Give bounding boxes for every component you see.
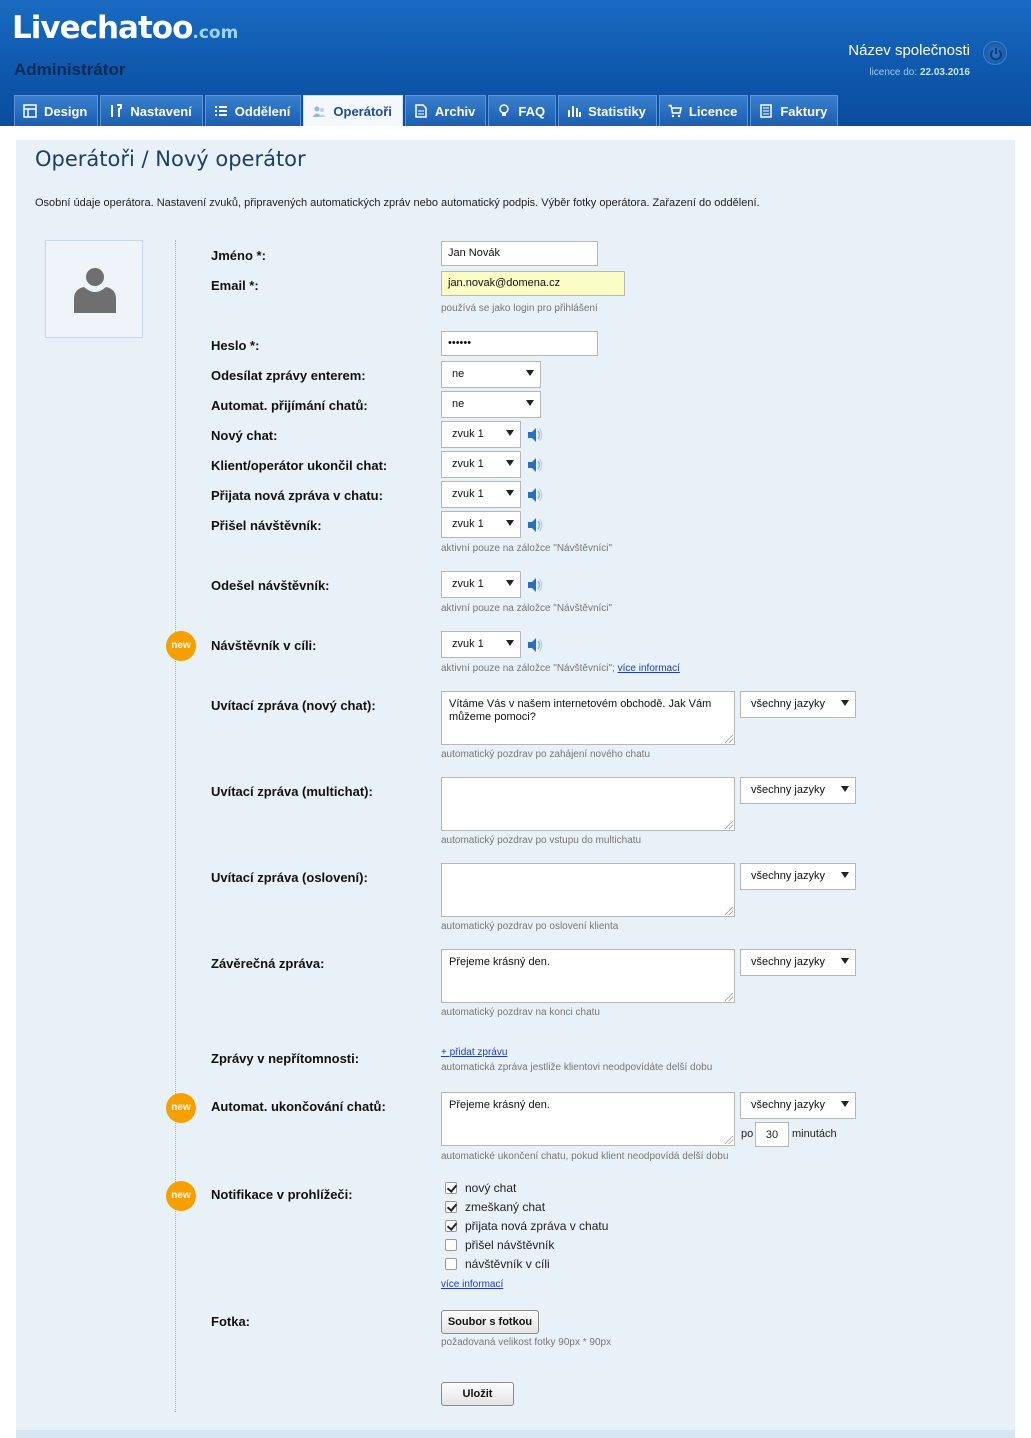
power-icon[interactable] bbox=[983, 41, 1007, 65]
welcome-new-lang-select[interactable]: všechny jazyky bbox=[740, 691, 856, 718]
chevron-down-icon bbox=[841, 872, 849, 878]
welcome-multi-textarea[interactable] bbox=[441, 777, 735, 831]
main-nav bbox=[14, 95, 840, 126]
visitor-came-label: Přišel návštěvník: bbox=[211, 518, 322, 533]
closing-lang-select[interactable]: všechny jazyky bbox=[740, 949, 856, 976]
tab-archiv[interactable]: Archiv bbox=[405, 95, 486, 126]
checkbox[interactable] bbox=[445, 1220, 457, 1232]
invoice-icon bbox=[759, 104, 773, 118]
checkbox[interactable] bbox=[445, 1239, 457, 1251]
notification-option[interactable]: přijata nová zpráva v chatu bbox=[445, 1219, 608, 1233]
add-message-link-wrap bbox=[441, 1047, 507, 1058]
chevron-down-icon bbox=[506, 460, 514, 466]
auto-accept-select[interactable]: ne bbox=[441, 391, 541, 418]
chat-ended-sound-select[interactable]: zvuk 1 bbox=[441, 451, 521, 478]
visitor-goal-sound-select[interactable]: zvuk 1 bbox=[441, 631, 521, 658]
speaker-icon[interactable] bbox=[527, 457, 543, 473]
panel-footer-strip bbox=[16, 1430, 1015, 1438]
visitor-left-hint: aktivní pouze na záložce "Návštěvníci" bbox=[441, 603, 613, 614]
resize-handle-icon[interactable] bbox=[725, 821, 733, 829]
email-input[interactable]: jan.novak@domena.cz bbox=[441, 271, 625, 296]
welcome-address-label: Uvítací zpráva (oslovení): bbox=[211, 870, 368, 885]
tab-nastaveni[interactable]: Nastavení bbox=[100, 95, 202, 126]
new-badge: new bbox=[166, 1181, 196, 1211]
visitor-came-hint: aktivní pouze na záložce "Návštěvníci" bbox=[441, 543, 613, 554]
tab-statistiky[interactable]: Statistiky bbox=[558, 95, 657, 126]
visitor-goal-hint: aktivní pouze na záložce "Návštěvníci"; více informací bbox=[441, 663, 680, 674]
user-silhouette-icon bbox=[72, 265, 118, 315]
photo-hint: požadovaná velikost fotky 90px * 90px bbox=[441, 1337, 612, 1348]
notifications-label: Notifikace v prohlížeči: bbox=[211, 1187, 353, 1202]
chevron-down-icon bbox=[526, 370, 534, 376]
tab-oddeleni[interactable]: Oddělení bbox=[205, 95, 302, 126]
email-hint: používá se jako login pro přihlášení bbox=[441, 303, 598, 314]
header bbox=[0, 0, 1031, 126]
resize-handle-icon[interactable] bbox=[725, 1136, 733, 1144]
email-label: Email *: bbox=[211, 278, 259, 293]
tools-icon bbox=[109, 104, 123, 118]
name-input[interactable]: Jan Novák bbox=[441, 241, 598, 266]
bar-chart-icon bbox=[567, 104, 581, 118]
closing-label: Závěrečná zpráva: bbox=[211, 956, 325, 971]
welcome-address-hint: automatický pozdrav po oslovení klienta bbox=[441, 921, 619, 932]
welcome-multi-label: Uvítací zpráva (multichat): bbox=[211, 784, 373, 799]
more-info-link[interactable]: více informací bbox=[617, 663, 680, 674]
photo-label: Fotka: bbox=[211, 1314, 250, 1329]
page-intro: Osobní údaje operátora. Nastavení zvuků, připravených automatických zpráv nebo automatický podpis. Výběr fotky operátora. Zařazení do oddělení. bbox=[35, 197, 760, 209]
avatar bbox=[45, 240, 143, 338]
save-button[interactable]: Uložit bbox=[441, 1382, 514, 1406]
chat-ended-label: Klient/operátor ukončil chat: bbox=[211, 458, 388, 473]
checkbox[interactable] bbox=[445, 1258, 457, 1270]
password-input[interactable]: •••••• bbox=[441, 331, 598, 356]
resize-handle-icon[interactable] bbox=[725, 907, 733, 915]
chevron-down-icon bbox=[841, 700, 849, 706]
users-icon bbox=[312, 105, 326, 119]
chevron-down-icon bbox=[841, 958, 849, 964]
password-label: Heslo *: bbox=[211, 338, 260, 353]
chevron-down-icon bbox=[841, 786, 849, 792]
speaker-icon[interactable] bbox=[527, 637, 543, 653]
chevron-down-icon bbox=[506, 430, 514, 436]
new-badge: new bbox=[166, 631, 196, 661]
resize-handle-icon[interactable] bbox=[725, 735, 733, 743]
visitor-left-label: Odešel návštěvník: bbox=[211, 578, 330, 593]
notification-option[interactable]: návštěvník v cíli bbox=[445, 1257, 550, 1271]
away-hint: automatická zpráva jestliže klientovi neodpovídáte delší dobu bbox=[441, 1062, 713, 1073]
new-badge: new bbox=[166, 1093, 196, 1123]
licence-info: licence do: 22.03.2016 bbox=[869, 67, 970, 78]
page-title: Operátoři / Nový operátor bbox=[35, 147, 306, 171]
document-icon bbox=[414, 104, 428, 118]
checkbox[interactable] bbox=[445, 1201, 457, 1213]
speaker-icon[interactable] bbox=[527, 577, 543, 593]
closing-hint: automatický pozdrav na konci chatu bbox=[441, 1007, 600, 1018]
closing-textarea[interactable]: Přejeme krásný den. bbox=[441, 949, 735, 1003]
tab-faktury[interactable]: Faktury bbox=[750, 95, 838, 126]
auto-close-lang-select[interactable]: všechny jazyky bbox=[740, 1092, 856, 1119]
welcome-multi-lang-select[interactable]: všechny jazyky bbox=[740, 777, 856, 804]
welcome-new-textarea[interactable]: Vítáme Vás v našem internetovém obchodě. Jak Vám můžeme pomoci? bbox=[441, 691, 735, 745]
notification-option[interactable]: zmeškaný chat bbox=[445, 1200, 545, 1214]
name-label: Jméno *: bbox=[211, 248, 266, 263]
new-chat-label: Nový chat: bbox=[211, 428, 278, 443]
cart-icon bbox=[668, 104, 682, 118]
speaker-icon[interactable] bbox=[527, 517, 543, 533]
welcome-new-hint: automatický pozdrav po zahájení nového chatu bbox=[441, 749, 651, 760]
chevron-down-icon bbox=[506, 640, 514, 646]
speaker-icon[interactable] bbox=[527, 487, 543, 503]
notifications-link-wrap bbox=[441, 1279, 503, 1290]
auto-close-hint: automatické ukončení chatu, pokud klient neodpovídá delší dobu bbox=[441, 1151, 729, 1162]
new-message-label: Přijata nová zpráva v chatu: bbox=[211, 488, 383, 503]
auto-close-prefix: po bbox=[741, 1128, 754, 1140]
chevron-down-icon bbox=[506, 520, 514, 526]
auto-close-suffix: minutách bbox=[792, 1128, 837, 1140]
speaker-icon[interactable] bbox=[527, 427, 543, 443]
welcome-address-lang-select[interactable]: všechny jazyky bbox=[740, 863, 856, 890]
tab-operatori[interactable]: Operátoři bbox=[303, 95, 403, 127]
chevron-down-icon bbox=[506, 580, 514, 586]
notification-option[interactable]: nový chat bbox=[445, 1181, 516, 1195]
chevron-down-icon bbox=[506, 490, 514, 496]
tab-design[interactable]: Design bbox=[14, 95, 98, 126]
visitor-left-sound-select[interactable]: zvuk 1 bbox=[441, 571, 521, 598]
auto-close-textarea[interactable]: Přejeme krásný den. bbox=[441, 1092, 735, 1146]
checkbox[interactable] bbox=[445, 1182, 457, 1194]
upload-photo-button[interactable]: Soubor s fotkou bbox=[441, 1310, 539, 1334]
auto-accept-label: Automat. přijímání chatů: bbox=[211, 398, 368, 413]
auto-close-label: Automat. ukončování chatů: bbox=[211, 1099, 386, 1114]
visitor-came-sound-select[interactable]: zvuk 1 bbox=[441, 511, 521, 538]
new-message-sound-select[interactable]: zvuk 1 bbox=[441, 481, 521, 508]
chevron-down-icon bbox=[841, 1101, 849, 1107]
company-name: Název společnosti bbox=[848, 42, 970, 59]
welcome-new-label: Uvítací zpráva (nový chat): bbox=[211, 698, 376, 713]
visitor-goal-label: Návštěvník v cíli: bbox=[211, 638, 317, 653]
tab-faq[interactable]: FAQ bbox=[488, 95, 556, 126]
layout-icon bbox=[23, 104, 37, 118]
new-chat-sound-select[interactable]: zvuk 1 bbox=[441, 421, 521, 448]
away-label: Zprávy v nepřítomnosti: bbox=[211, 1051, 360, 1066]
form-divider bbox=[175, 240, 176, 1412]
resize-handle-icon[interactable] bbox=[725, 993, 733, 1001]
send-enter-label: Odesílat zprávy enterem: bbox=[211, 368, 366, 383]
notification-option[interactable]: přišel návštěvník bbox=[445, 1238, 554, 1252]
more-info-link[interactable]: více informací bbox=[441, 1279, 504, 1290]
welcome-multi-hint: automatický pozdrav po vstupu do multichatu bbox=[441, 835, 642, 846]
send-enter-select[interactable]: ne bbox=[441, 361, 541, 388]
logo[interactable]: Livechatoo.com bbox=[12, 10, 239, 46]
welcome-address-textarea[interactable] bbox=[441, 863, 735, 917]
list-icon bbox=[214, 104, 228, 118]
admin-label: Administrátor bbox=[14, 60, 126, 79]
lightbulb-icon bbox=[497, 104, 511, 118]
tab-licence[interactable]: Licence bbox=[659, 95, 748, 126]
chevron-down-icon bbox=[526, 400, 534, 406]
add-message-link[interactable]: + přidat zprávu bbox=[441, 1047, 508, 1058]
auto-close-minutes-input[interactable]: 30 bbox=[755, 1122, 789, 1147]
